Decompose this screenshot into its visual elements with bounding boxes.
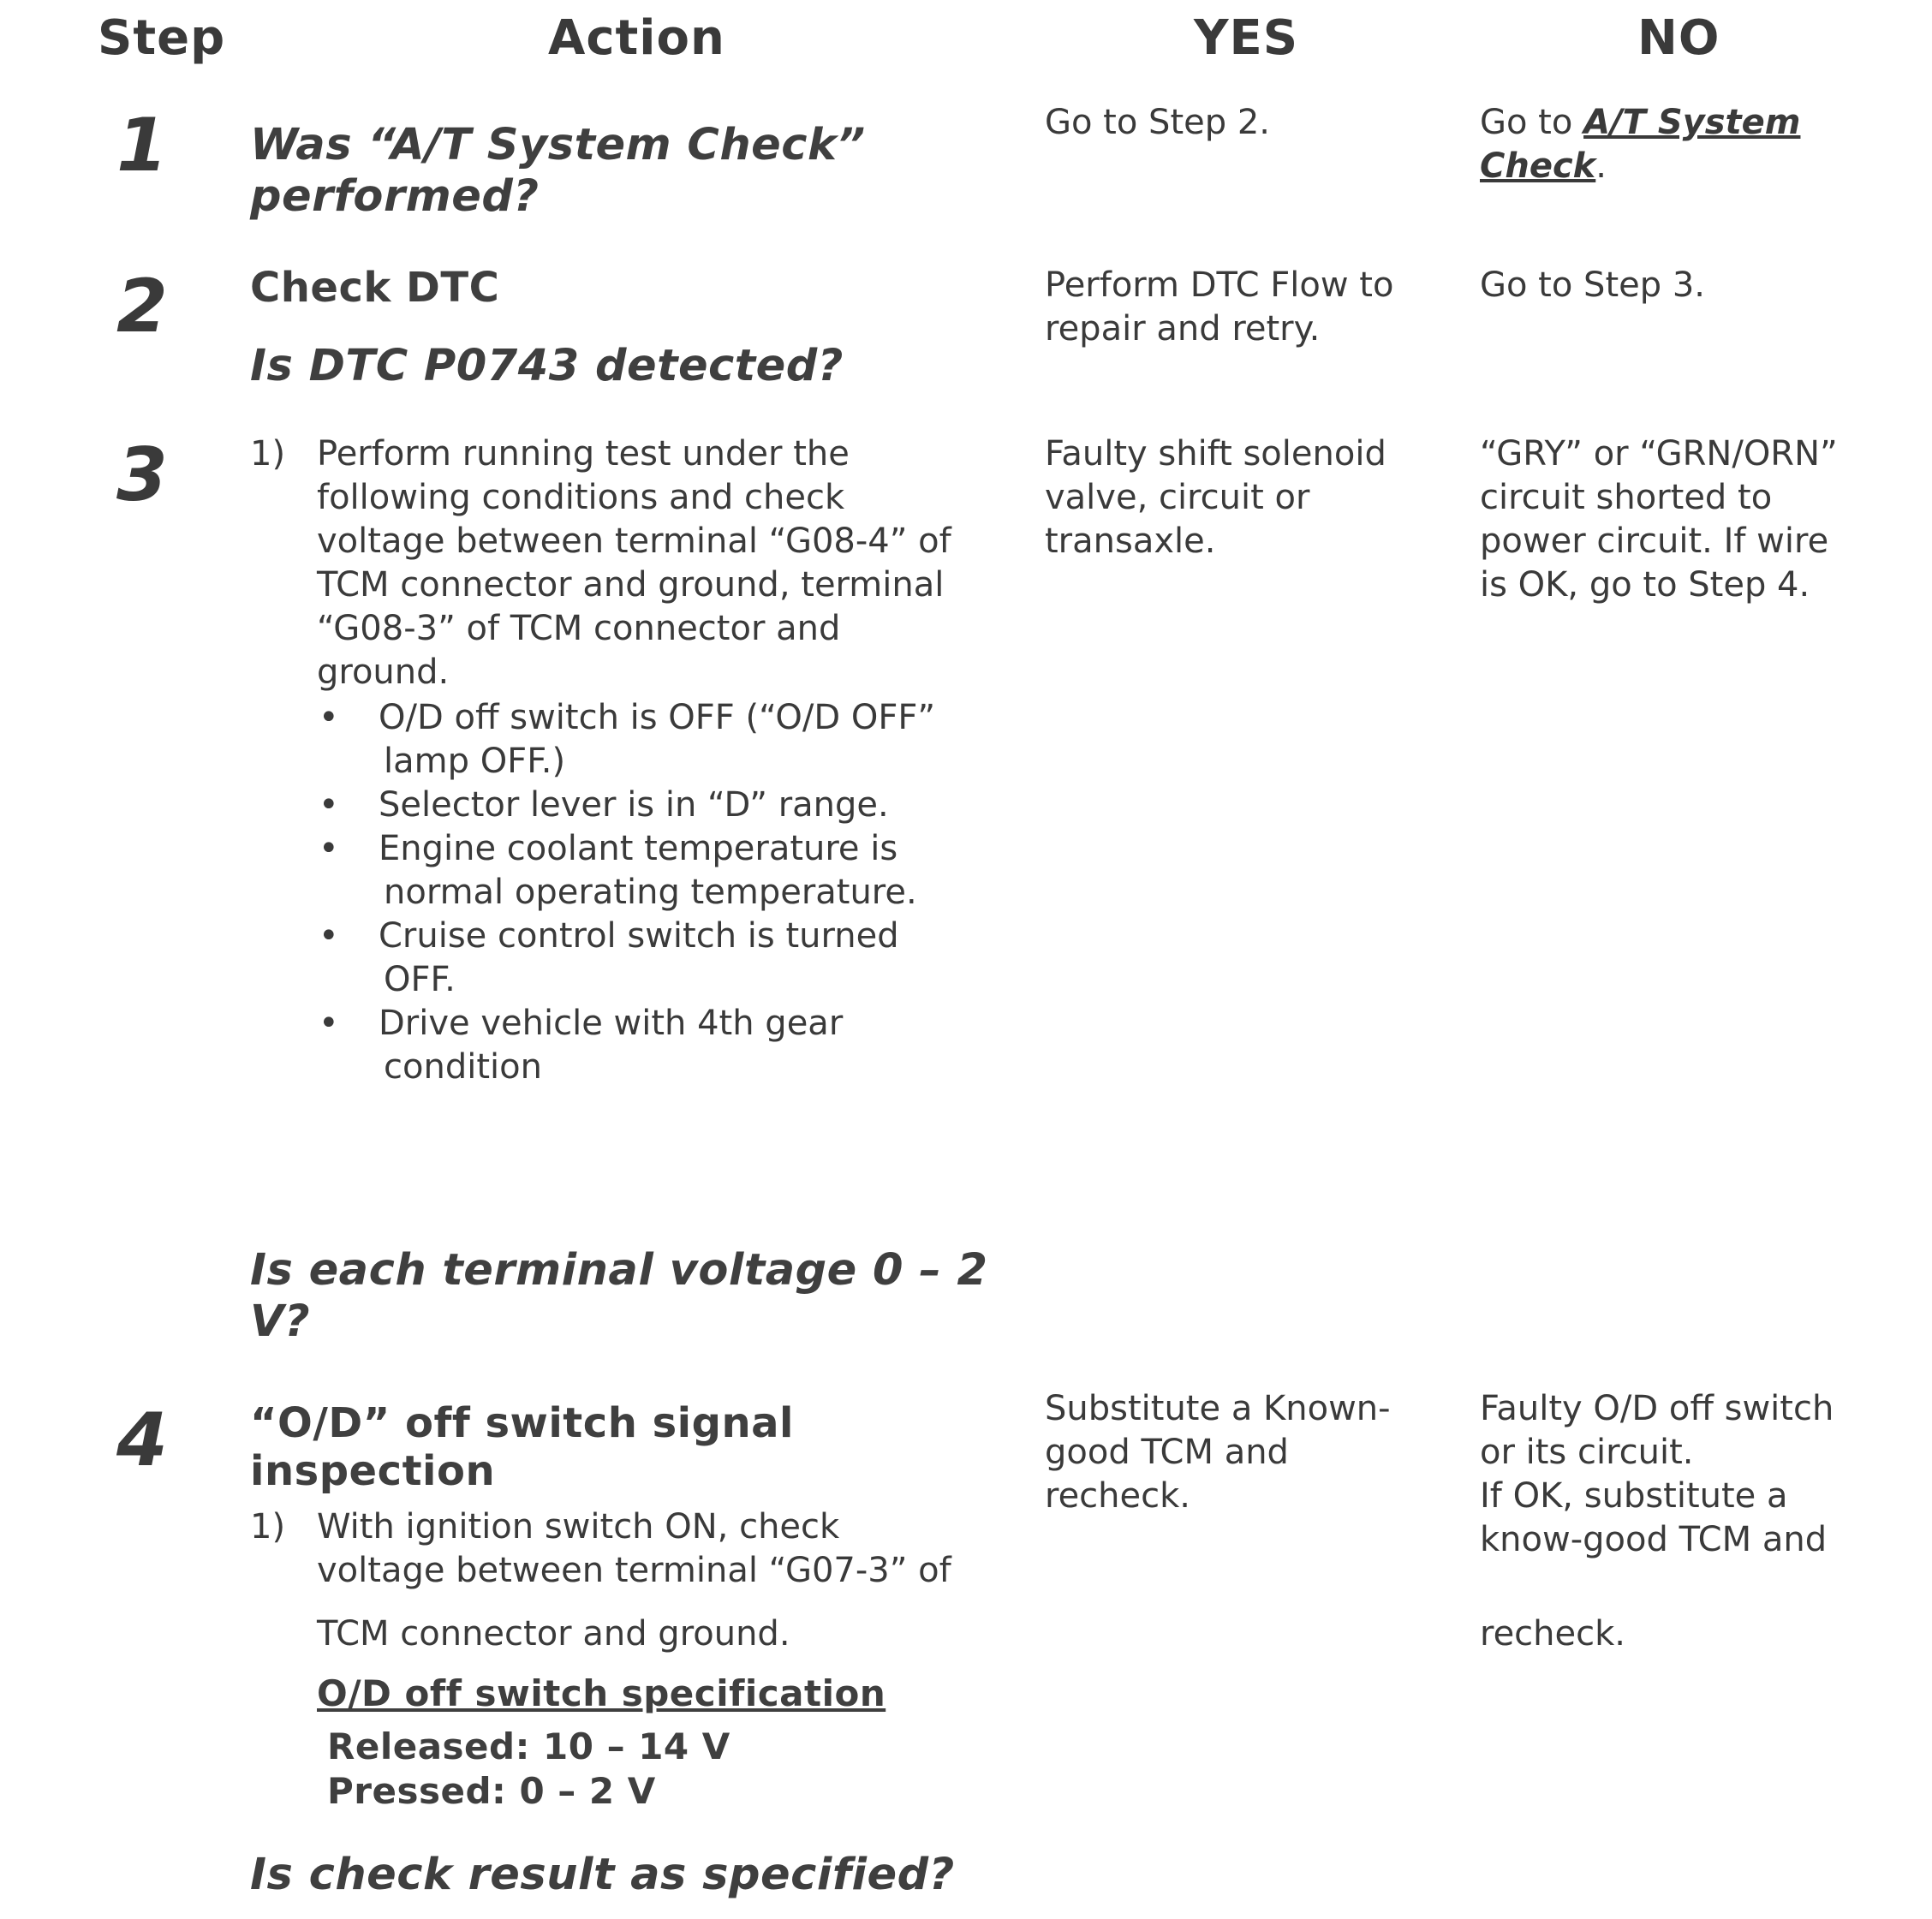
bullet-dot: • bbox=[319, 785, 339, 825]
step-3-number: 3 bbox=[116, 432, 168, 518]
step-3-no-line: “GRY” or “GRN/ORN” bbox=[1480, 434, 1838, 474]
bullet-dot: • bbox=[319, 1004, 339, 1043]
step-3-yes bbox=[1045, 432, 1386, 563]
step-4-yes-line: recheck. bbox=[1045, 1476, 1190, 1516]
step-3-item-line: Perform running test under the bbox=[317, 434, 850, 474]
bullet-line1: Cruise control switch is turned bbox=[379, 916, 899, 956]
step-3-item-number: 1) bbox=[250, 434, 286, 474]
step-3-item-line: ground. bbox=[317, 653, 450, 692]
step-4-yes-line: Substitute a Known- bbox=[1045, 1389, 1391, 1428]
step-2-yes-line2: repair and retry. bbox=[1045, 309, 1321, 349]
step-4-no-line: or its circuit. bbox=[1480, 1433, 1694, 1472]
at-system-check-link-cont[interactable]: Check bbox=[1480, 146, 1596, 186]
step-2-question: Is DTC P0743 detected? bbox=[250, 341, 844, 391]
step-4-no-line: Faulty O/D off switch bbox=[1480, 1389, 1834, 1428]
bullet-line2: condition bbox=[384, 1047, 542, 1087]
header-yes: YES bbox=[1194, 10, 1299, 66]
bullet-line2: normal operating temperature. bbox=[384, 873, 917, 912]
step-1-no-suffix: . bbox=[1595, 146, 1607, 186]
step-3-no-line: circuit shorted to bbox=[1480, 478, 1773, 517]
spec-released: Released: 10 – 14 V bbox=[327, 1725, 730, 1767]
spec-pressed: Pressed: 0 – 2 V bbox=[327, 1770, 656, 1812]
header-action: Action bbox=[548, 10, 725, 66]
step-4-item-line: voltage between terminal “G07-3” of bbox=[317, 1551, 951, 1590]
step-4-no-line: If OK, substitute a bbox=[1480, 1476, 1788, 1516]
bullet-line1: Selector lever is in “D” range. bbox=[379, 785, 889, 825]
step-1-question-line1: Was “A/T System Check” bbox=[250, 120, 866, 170]
step-1-yes: Go to Step 2. bbox=[1045, 103, 1271, 142]
step-3-yes-line: valve, circuit or bbox=[1045, 478, 1310, 517]
step-2-heading: Check DTC bbox=[250, 264, 500, 312]
step-4-number: 4 bbox=[116, 1398, 168, 1483]
step-3-yes-line: Faulty shift solenoid bbox=[1045, 434, 1386, 474]
step-1-question-line2: performed? bbox=[250, 171, 540, 222]
step-1-number: 1 bbox=[116, 103, 168, 188]
spec-title: O/D off switch specification bbox=[317, 1672, 886, 1714]
bullet-line1: Drive vehicle with 4th gear bbox=[379, 1004, 844, 1043]
bullet-line1: Engine coolant temperature is bbox=[379, 829, 898, 868]
step-3-item-line: TCM connector and ground, terminal bbox=[317, 565, 945, 605]
at-system-check-link[interactable]: A/T System bbox=[1583, 103, 1801, 142]
bullet-dot: • bbox=[319, 698, 339, 737]
step-3-question bbox=[250, 1245, 987, 1348]
step-3-item-line: “G08-3” of TCM connector and bbox=[317, 609, 841, 648]
step-1-question bbox=[250, 120, 866, 223]
step-3-item-line: voltage between terminal “G08-4” of bbox=[317, 521, 951, 561]
step-3-yes-line: transaxle. bbox=[1045, 521, 1216, 561]
step-3-item-line: following conditions and check bbox=[317, 478, 845, 517]
step-3-no-line: is OK, go to Step 4. bbox=[1480, 565, 1810, 605]
step-4-no bbox=[1480, 1387, 1834, 1562]
step-4-no-line: know-good TCM and bbox=[1480, 1520, 1828, 1559]
bullet-line2: lamp OFF.) bbox=[384, 742, 566, 781]
step-4-heading-line1: “O/D” off switch signal bbox=[250, 1399, 794, 1447]
step-3-no-line: power circuit. If wire bbox=[1480, 521, 1829, 561]
step-3-item-text bbox=[317, 432, 951, 694]
step-4-question: Is check result as specified? bbox=[250, 1850, 955, 1900]
step-2-yes bbox=[1045, 264, 1393, 351]
bullet-dot: • bbox=[319, 916, 339, 956]
step-4-item-number: 1) bbox=[250, 1507, 286, 1547]
step-4-yes bbox=[1045, 1387, 1391, 1518]
step-3-no bbox=[1480, 432, 1838, 607]
bullet-line1: O/D off switch is OFF (“O/D OFF” bbox=[379, 698, 936, 737]
step-4-item-line: With ignition switch ON, check bbox=[317, 1507, 840, 1547]
step-3-question-line2: V? bbox=[250, 1296, 311, 1347]
step-4-item-line: TCM connector and ground. bbox=[317, 1614, 790, 1654]
step-4-no-line: recheck. bbox=[1480, 1614, 1625, 1654]
header-step: Step bbox=[98, 10, 226, 66]
bullet-dot: • bbox=[319, 829, 339, 868]
header-no: NO bbox=[1637, 10, 1720, 66]
step-1-no bbox=[1480, 101, 1800, 188]
step-4-yes-line: good TCM and bbox=[1045, 1433, 1289, 1472]
step-2-number: 2 bbox=[116, 264, 168, 349]
step-4-heading-line2: inspection bbox=[250, 1447, 496, 1495]
step-2-no: Go to Step 3. bbox=[1480, 265, 1706, 305]
step-2-yes-line1: Perform DTC Flow to bbox=[1045, 265, 1394, 305]
step-3-question-line1: Is each terminal voltage 0 – 2 bbox=[250, 1245, 988, 1296]
bullet-line2: OFF. bbox=[384, 960, 456, 999]
step-1-no-prefix: Go to bbox=[1480, 103, 1584, 142]
step-4-heading bbox=[250, 1399, 794, 1495]
